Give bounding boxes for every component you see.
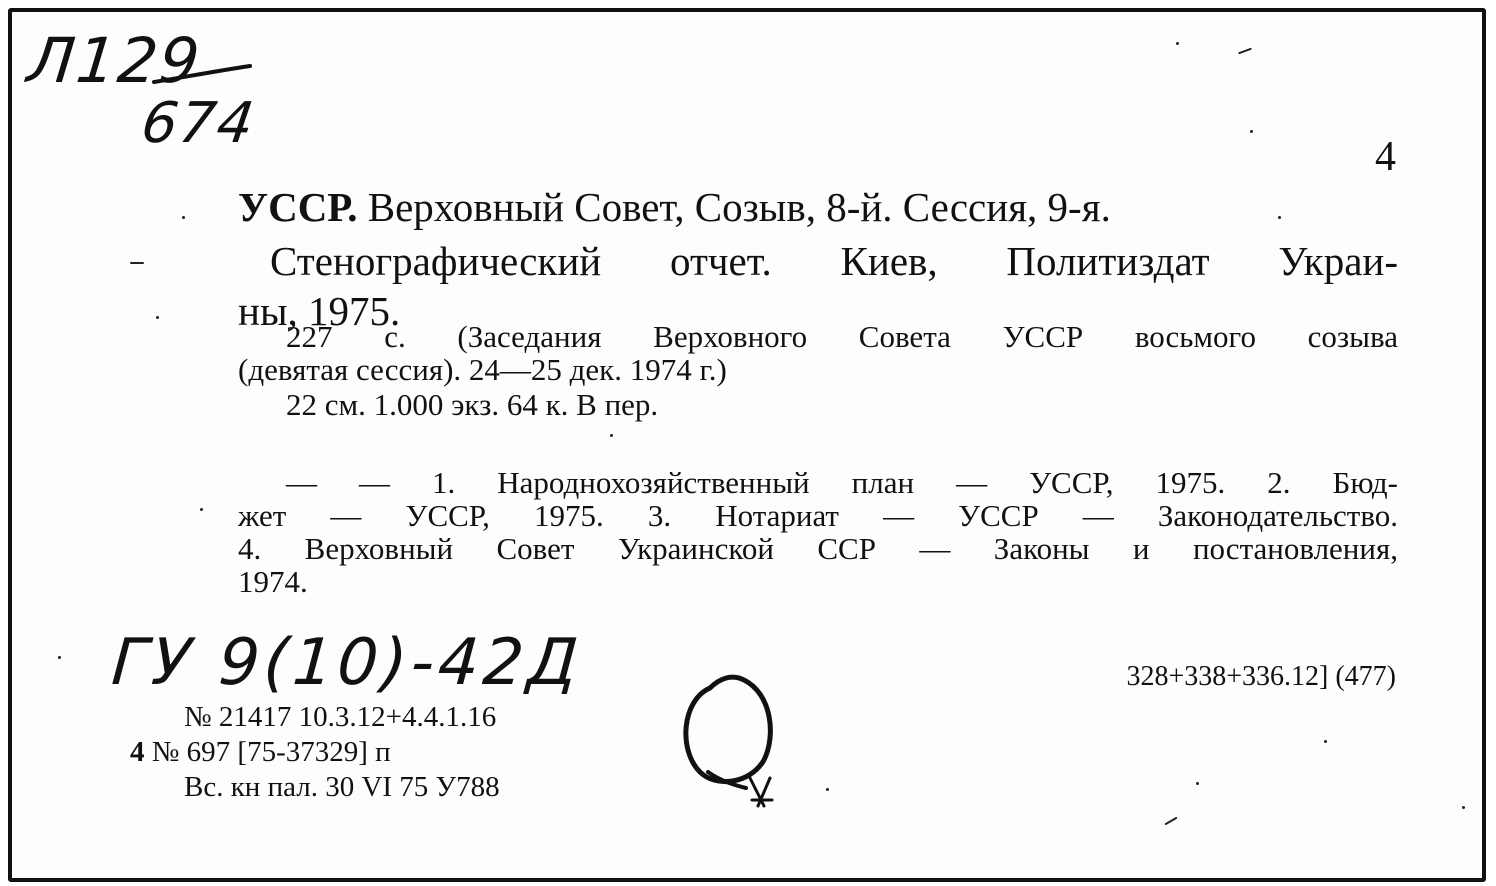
imprint-line-1: № 21417 10.3.12+4.4.1.16 bbox=[184, 701, 497, 733]
collation-line-3: 22 см. 1.000 экз. 64 к. В пер. bbox=[286, 387, 659, 422]
speck bbox=[58, 656, 61, 659]
speck bbox=[182, 216, 185, 219]
speck bbox=[826, 788, 829, 791]
heading-line-3: ны, 1975. bbox=[238, 288, 401, 334]
speck bbox=[1462, 806, 1465, 809]
subject-line-4: 1974. bbox=[238, 564, 308, 599]
heading-line-1 bbox=[238, 180, 1398, 234]
imprint-line-2 bbox=[130, 735, 500, 770]
speck bbox=[1250, 130, 1253, 133]
speck bbox=[1324, 740, 1327, 743]
card-number: 4 bbox=[1375, 134, 1396, 180]
speck bbox=[1278, 216, 1281, 219]
catalog-heading bbox=[238, 180, 1398, 338]
speck bbox=[1176, 42, 1179, 45]
heading-author: УССР. bbox=[238, 184, 358, 230]
collation-line-2: (девятая сессия). 24—25 дек. 1974 г.) bbox=[238, 352, 727, 387]
imprint-line-2-rest: № 697 [75-37329] п bbox=[144, 736, 391, 768]
subject-line-3: 4. Верховный Совет Украинской ССР — Законы и постановления, bbox=[238, 531, 1398, 566]
speck bbox=[1196, 782, 1199, 785]
handwritten-shelfmark-top-sub: 674 bbox=[137, 91, 260, 156]
heading-line-2: Стенографический отчет. Киев, Политиздат Украи- bbox=[270, 238, 1398, 284]
speck bbox=[156, 316, 159, 319]
subject-line-1: — — 1. Народнохозяйственный план — УССР, 1975. 2. Бюд- bbox=[286, 465, 1398, 500]
collation-line-1: 227 с. (Заседания Верховного Совета УССР восьмого созыва bbox=[286, 319, 1398, 354]
heading-line-1-rest: Верховный Совет, Созыв, 8-й. Сессия, 9-я. bbox=[357, 184, 1111, 230]
handwritten-shelfmark-bottom: ГУ 9(10)-42Д bbox=[109, 626, 585, 700]
subject-headings bbox=[238, 466, 1398, 598]
speck bbox=[130, 262, 144, 264]
speck bbox=[200, 508, 203, 511]
collation-block bbox=[238, 320, 1398, 421]
handwritten-shelfmark-top: Л129 bbox=[24, 24, 205, 97]
imprint-line-2-number: 4 bbox=[130, 736, 145, 768]
imprint-block bbox=[130, 700, 500, 805]
imprint-line-3: Вс. кн пал. 30 VI 75 У788 bbox=[184, 771, 500, 803]
classification-code: 328+338+336.12] (477) bbox=[1126, 661, 1396, 692]
handwritten-underline-stroke bbox=[150, 60, 260, 90]
speck bbox=[610, 434, 613, 437]
ink-stamp-mark bbox=[672, 660, 802, 820]
subject-line-2: жет — УССР, 1975. 3. Нотариат — УССР — Законодательство. bbox=[238, 498, 1398, 533]
